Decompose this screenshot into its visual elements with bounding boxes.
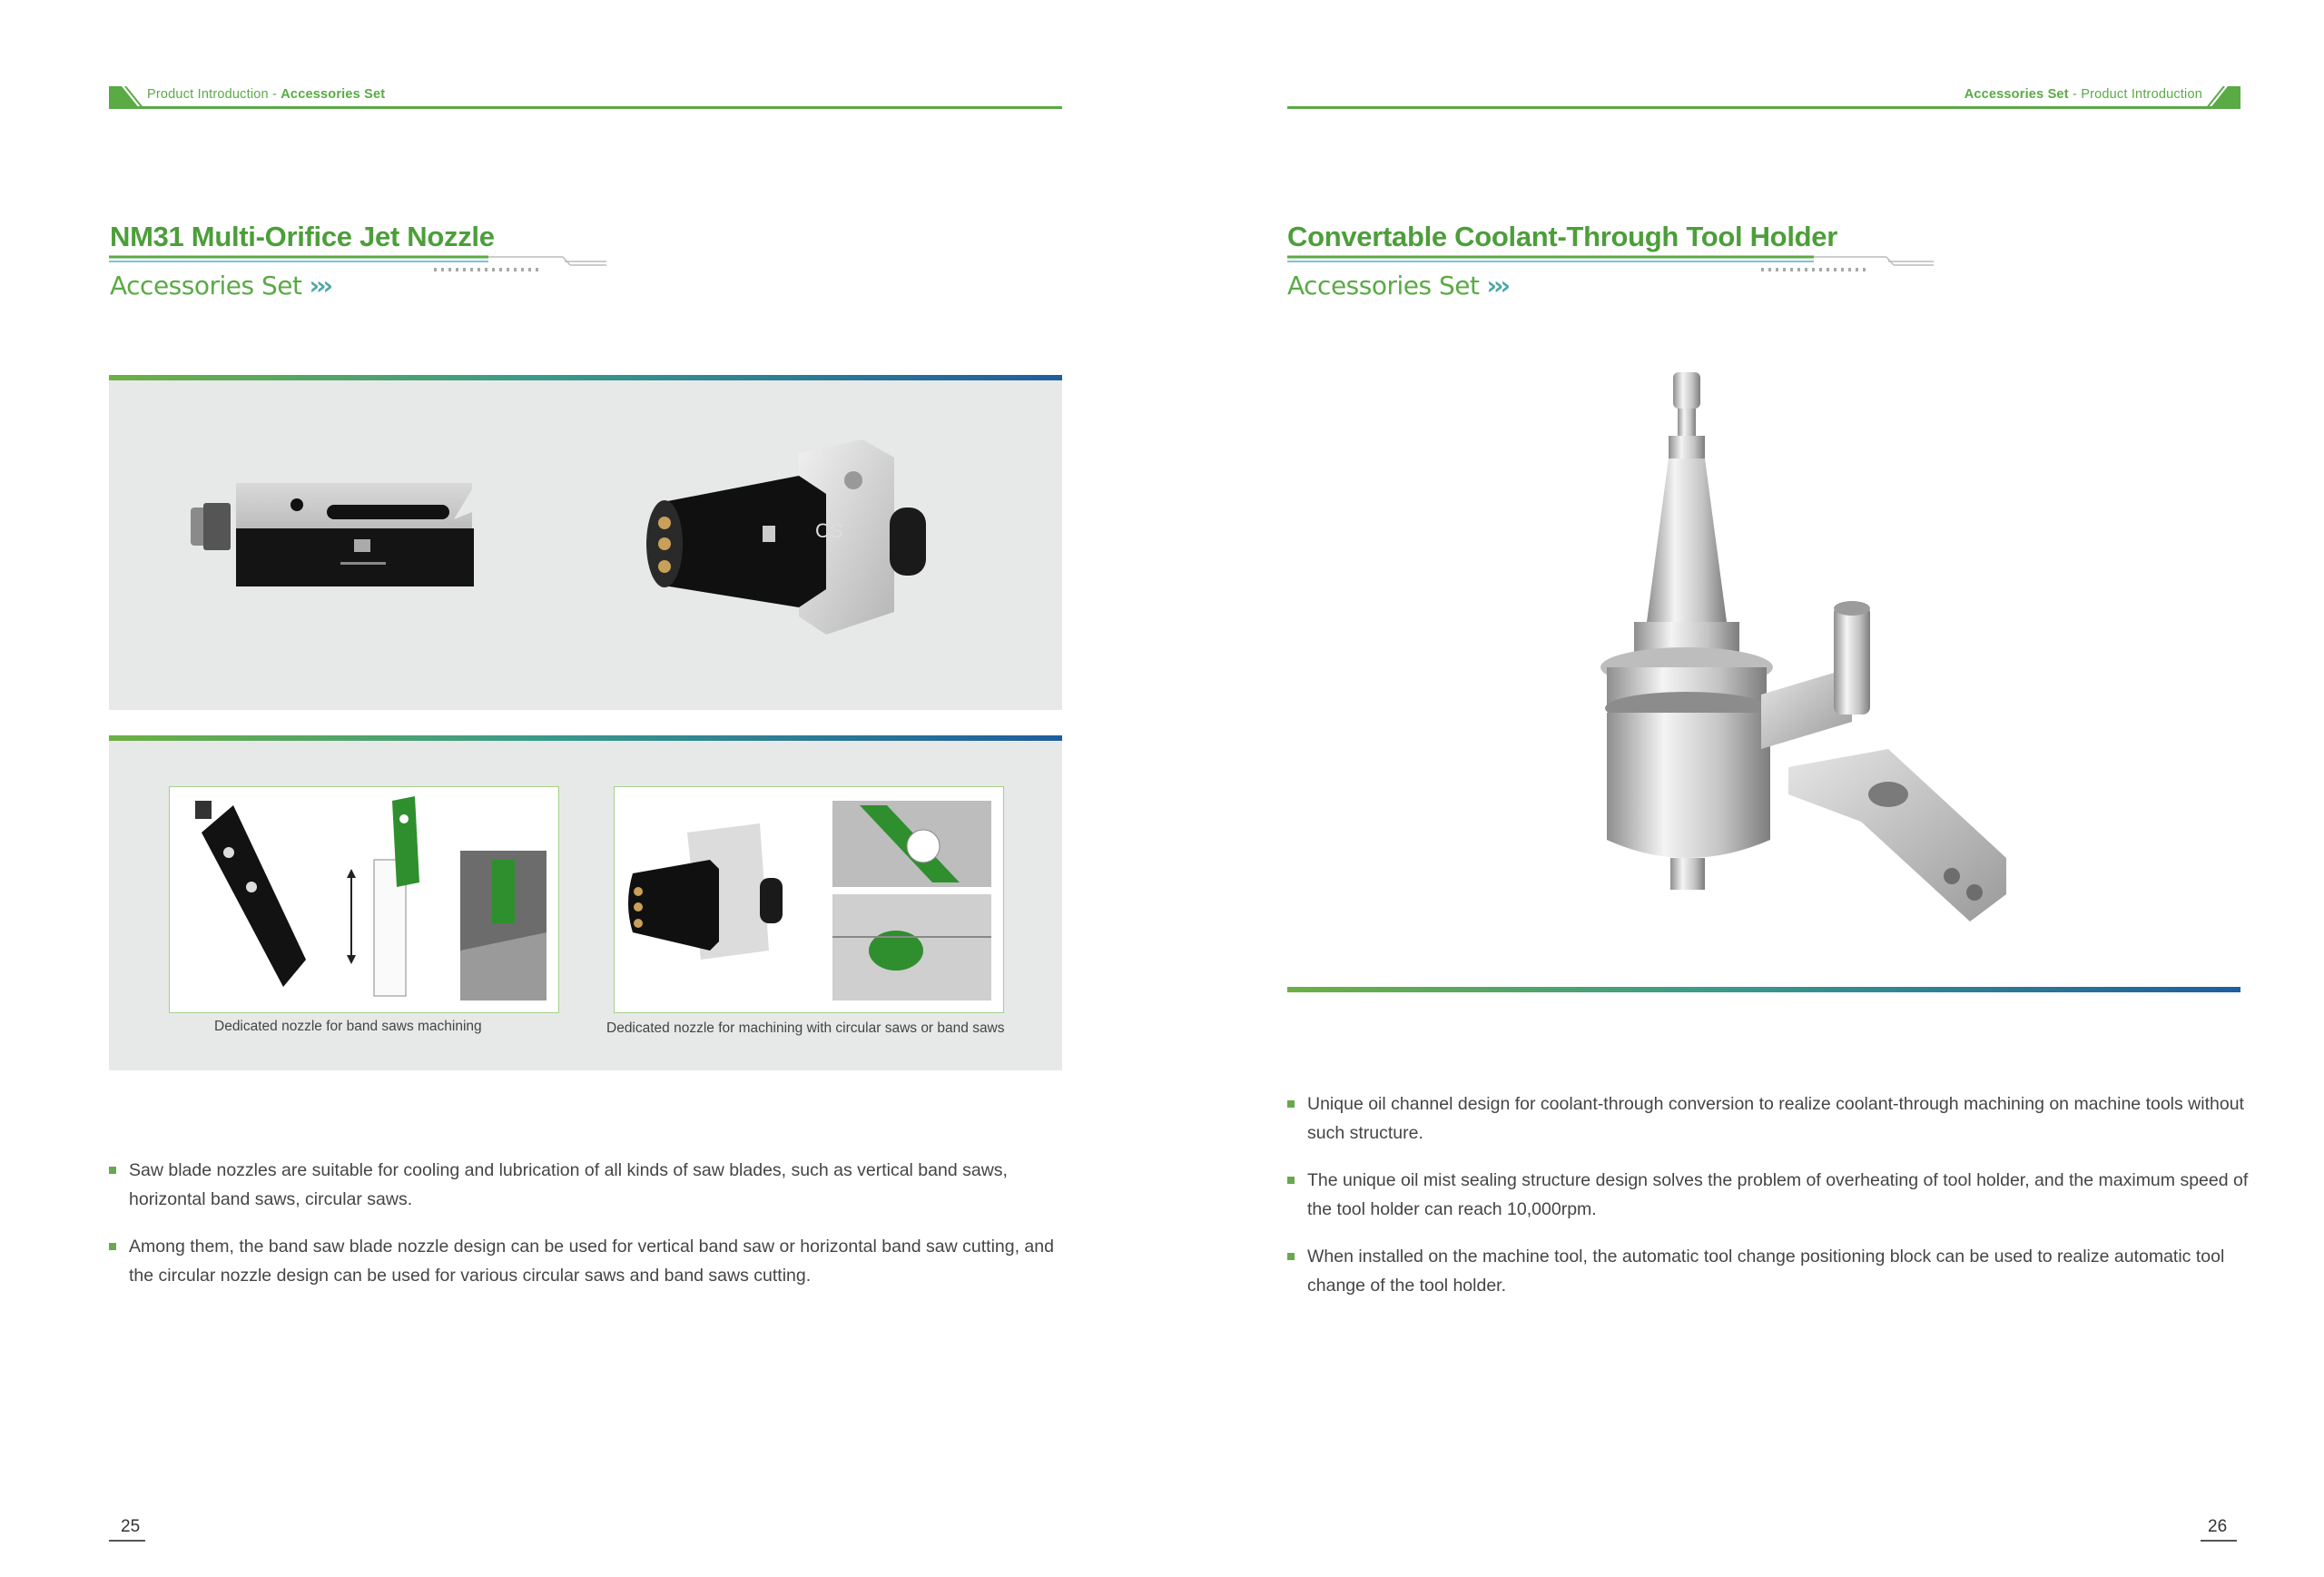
list-item: When installed on the machine tool, the automatic tool change positioning block can be used to realize automatic tool change of the tool holder. [1287,1242,2250,1300]
list-item: Among them, the band saw blade nozzle design can be used for vertical band saw or horizontal band saw cutting, and the circular nozzle design can be used for various circular saws and band saws cutting. [109,1232,1071,1290]
header-section: - Product Introduction [2068,87,2202,102]
header-flag-right [2202,86,2240,109]
chevrons-icon: ››› [1486,271,1508,301]
page-title-left: NM31 Multi-Orifice Jet Nozzle [110,221,495,252]
band-saw-diagram [179,796,551,1005]
application-diagram-panel [109,741,1062,1070]
page-number-rule-right [2201,1540,2237,1542]
list-item: Unique oil channel design for coolant-through conversion to realize coolant-through machining on machine tools without such structure. [1287,1089,2250,1148]
circular-saw-caption: Dedicated nozzle for machining with circular saws or band saws [606,1020,1005,1036]
band-saw-application-inset [169,786,559,1013]
product-photo-panel [109,380,1062,710]
header-section: Product Introduction - [147,87,281,102]
header-rule-left [109,106,1062,109]
circular-saw-diagram [624,796,996,1005]
page-number-right: 26 [2208,1517,2228,1536]
page-subtitle-right [1287,271,1507,301]
subtitle-text: Accessories Set [110,271,302,301]
page-title-right: Convertable Coolant-Through Tool Holder [1287,221,1837,252]
page-subtitle-left [110,271,330,301]
feature-list-right [1287,1089,2250,1318]
chevrons-icon: ››› [309,271,330,301]
list-item: The unique oil mist sealing structure design solves the problem of overheating of tool holder, and the maximum speed of the tool holder can reach 10,000rpm. [1287,1166,2250,1224]
feature-list-left [109,1156,1071,1308]
header-topic: Accessories Set [281,87,386,102]
header-rule-right [1287,106,2240,109]
page-number-left: 25 [121,1517,141,1536]
header-breadcrumb-left [147,87,385,102]
image-bottom-bar [1287,987,2240,992]
subtitle-text: Accessories Set [1287,271,1480,301]
header-topic: Accessories Set [1964,87,2069,102]
circular-saw-application-inset [614,786,1004,1013]
page-number-rule-left [109,1540,145,1542]
header-breadcrumb-right [1965,87,2202,102]
circular-saw-nozzle-image [645,439,953,635]
band-saw-nozzle-image [191,476,499,607]
svg-text:CS: CS [815,519,843,542]
list-item: Saw blade nozzles are suitable for cooling and lubrication of all kinds of saw blades, such as vertical band saws, horizontal band saws, circular saws. [109,1156,1071,1214]
band-saw-caption: Dedicated nozzle for band saws machining [214,1019,482,1034]
tool-holder-image [1589,368,2015,931]
